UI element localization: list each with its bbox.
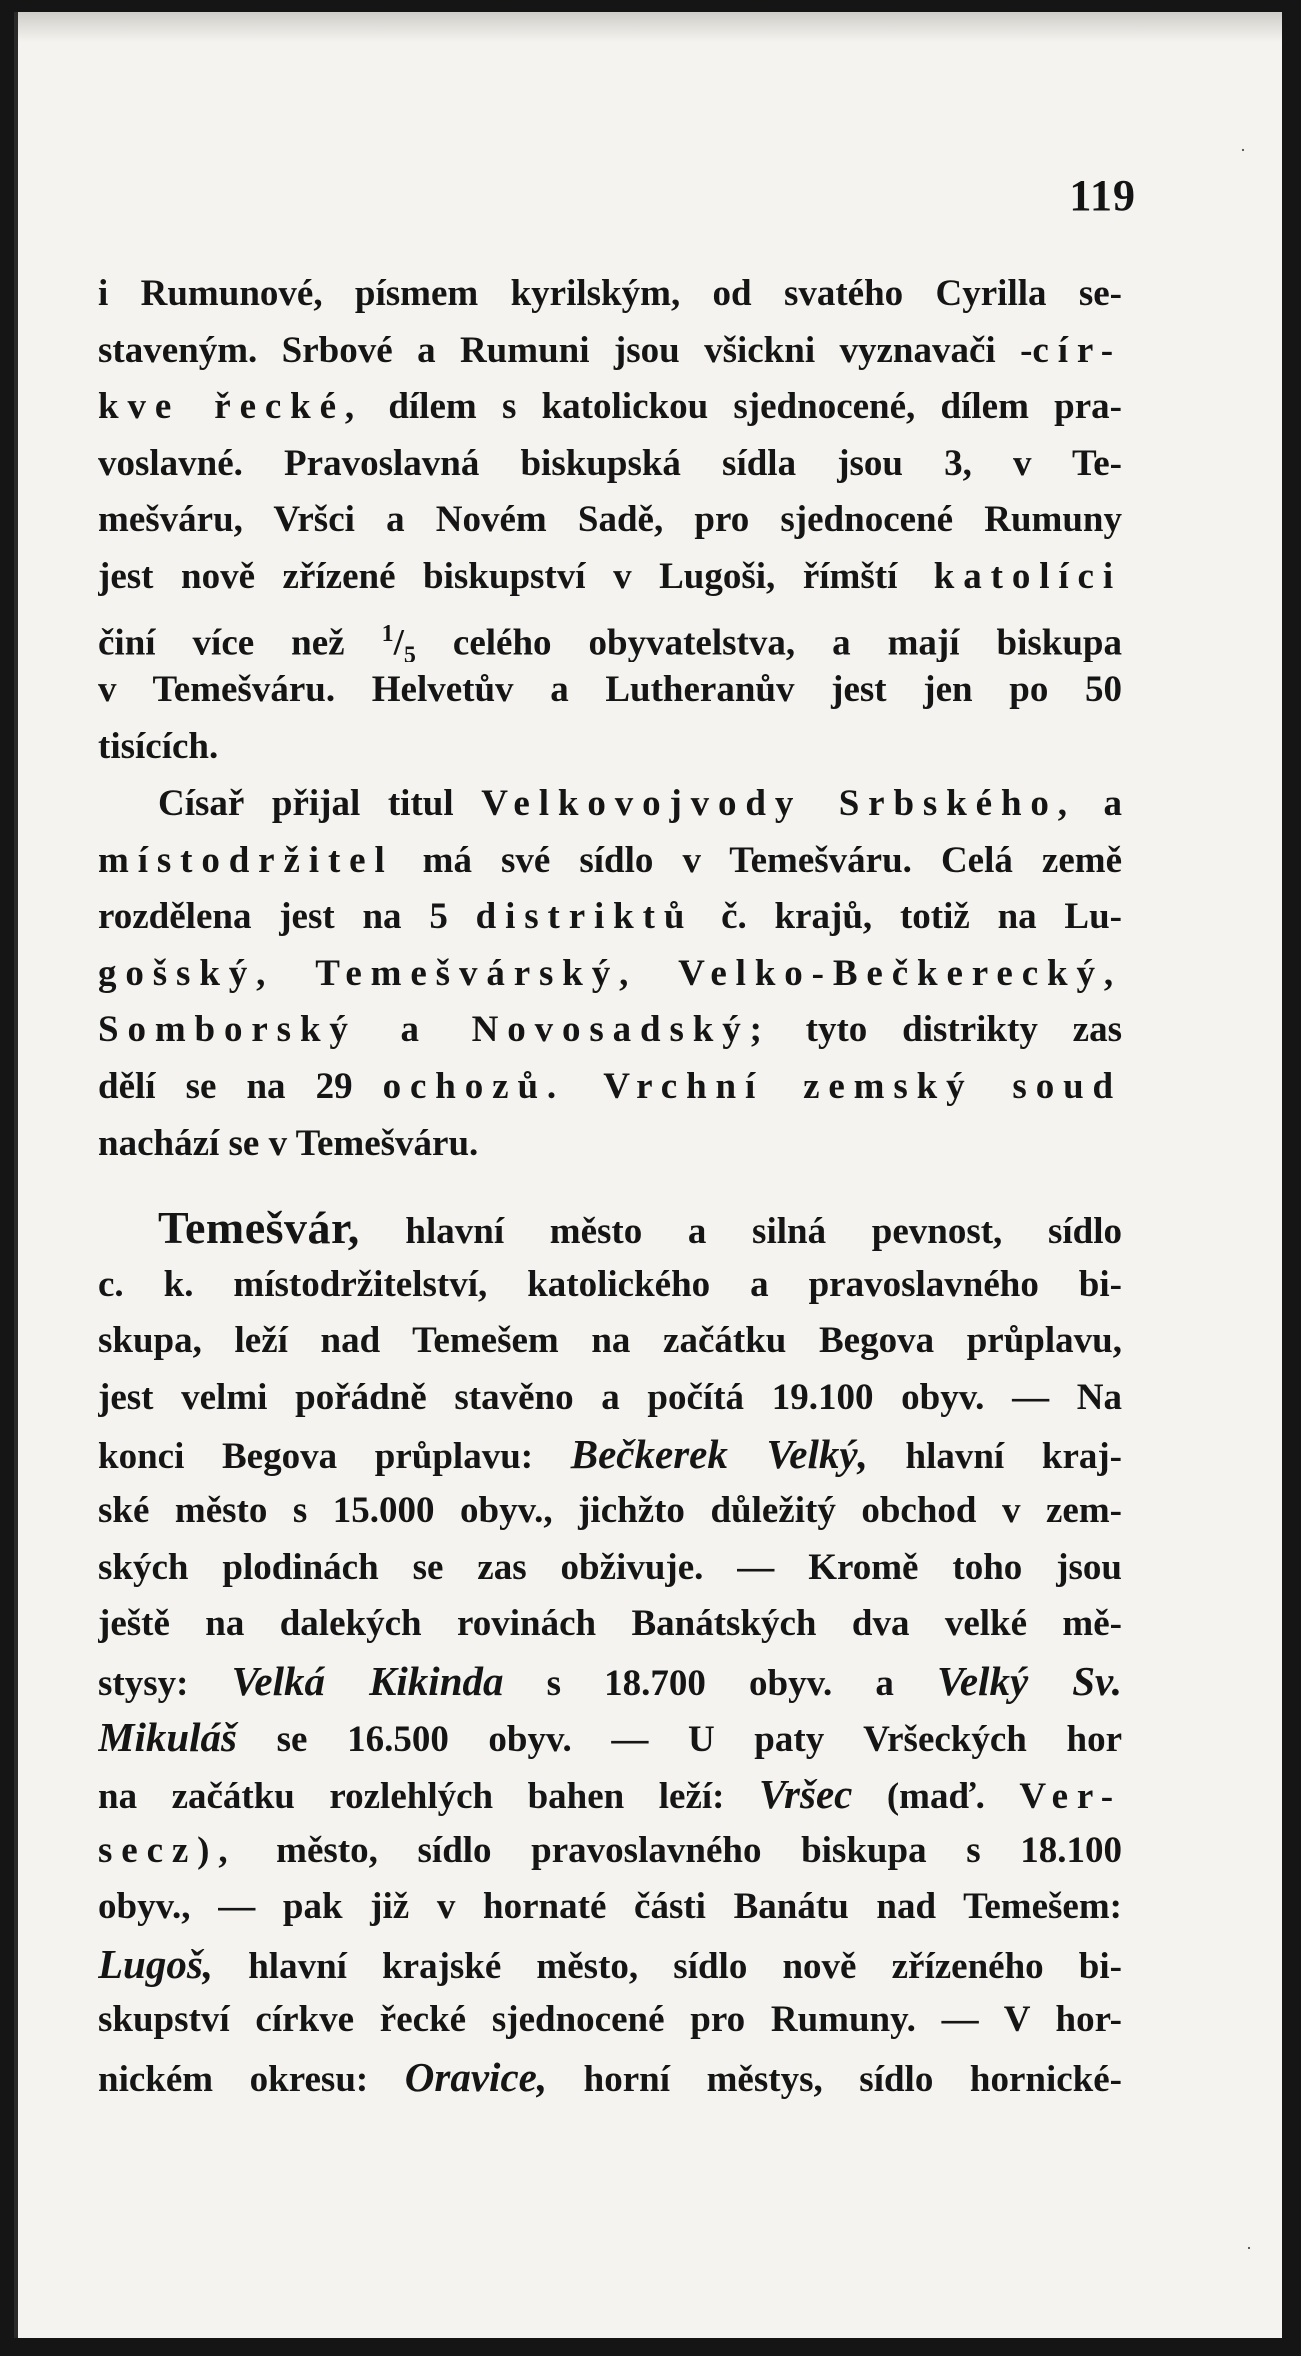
text-line: nickém okresu: Oravice, horní městys, sídlo hornické- (98, 2053, 1122, 2100)
text-line: Temešvár, hlavní město a silná pevnost, sídlo (158, 1202, 1122, 1253)
page-number: 119 (1069, 171, 1136, 220)
text-line: skupství církve řecké sjednocené pro Rumuny. — V hor- (98, 1999, 1122, 2041)
paragraph-3 (98, 1200, 1122, 2106)
book-page (14, 12, 1282, 2338)
text-line: kve řecké, dílem s katolickou sjednocené, dílem pra- (98, 386, 1122, 428)
text-line: místodržitel má své sídlo v Temešváru. Celá země (98, 839, 1122, 881)
text-line: ské město s 15.000 obyv., jichžto důležitý obchod v zem- (98, 1489, 1122, 1531)
text-line: skupa, leží nad Temešem na začátku Begova průplavu, (98, 1320, 1122, 1362)
text-line: c. k. místodržitelství, katolického a pravoslavného bi- (98, 1263, 1122, 1305)
text-line: rozdělena jest na 5 distriktů č. krajů, totiž na Lu- (98, 896, 1122, 938)
text-line: gošský, Temešvárský, Velko-Bečkerecký, (98, 952, 1122, 994)
text-line: ských plodinách se zas obživuje. — Kromě toho jsou (98, 1546, 1122, 1588)
scan-edge-shadow (18, 12, 1282, 42)
text-line: nachází se v Temešváru. (98, 1122, 479, 1164)
place-heading: Temešvár, (158, 1202, 360, 1253)
text-line: stysy: Velká Kikinda s 18.700 obyv. a Velký Sv. (98, 1657, 1122, 1704)
text-line: jest nově zřízené biskupství v Lugoši, římští katolíci (98, 555, 1122, 597)
text-line: i Rumunové, písmem kyrilským, od svatého Cyrilla se- (98, 273, 1122, 314)
text-line: činí více než $^1/_5$ celého obyvatelstva, a mají biskupa (98, 620, 1122, 663)
text-line: v Temešváru. Helvetův a Lutheranův jest jen po 50 (98, 669, 1122, 711)
paragraph-1 (98, 266, 1122, 775)
text-line: konci Begova průplavu: Bečkerek Velký, hlavní kraj- (98, 1431, 1122, 1478)
text-line: Mikuláš se 16.500 obyv. — U paty Vršeckých hor (98, 1714, 1122, 1761)
text-line: dělí se na 29 ochozů. Vrchní zemský soud (98, 1065, 1122, 1107)
text-line: jest velmi pořádně stavěno a počítá 19.100 obyv. — Na (98, 1376, 1122, 1418)
text-line: staveným. Srbové a Rumuni jsou všickni vyznavači -cír- (98, 329, 1122, 371)
text-line: Lugoš, hlavní krajské město, sídlo nově zřízeného bi- (98, 1940, 1122, 1987)
text-line: mešváru, Vršci a Novém Sadě, pro sjednocené Rumuny (98, 499, 1122, 541)
text-line: na začátku rozlehlých bahen leží: Vršec (maď. Ver- (98, 1770, 1122, 1817)
text-line: Císař přijal titul Velkovojvody Srbského, a (158, 783, 1122, 824)
text-line: obyv., — pak již v hornaté části Banátu nad Temešem: (98, 1886, 1122, 1928)
paragraph-2 (98, 776, 1122, 1172)
scan-speck: · (1246, 2238, 1252, 2258)
text-line: tisících. (98, 725, 219, 767)
text-line: Somborský a Novosadský; tyto distrikty zas (98, 1009, 1122, 1051)
text-line: ještě na dalekých rovinách Banátských dva velké mě- (98, 1603, 1122, 1645)
text-line: secz), město, sídlo pravoslavného biskupa s 18.100 (98, 1829, 1122, 1871)
scan-speck: · (1240, 140, 1246, 160)
text-line: voslavné. Pravoslavná biskupská sídla jsou 3, v Te- (98, 442, 1122, 484)
